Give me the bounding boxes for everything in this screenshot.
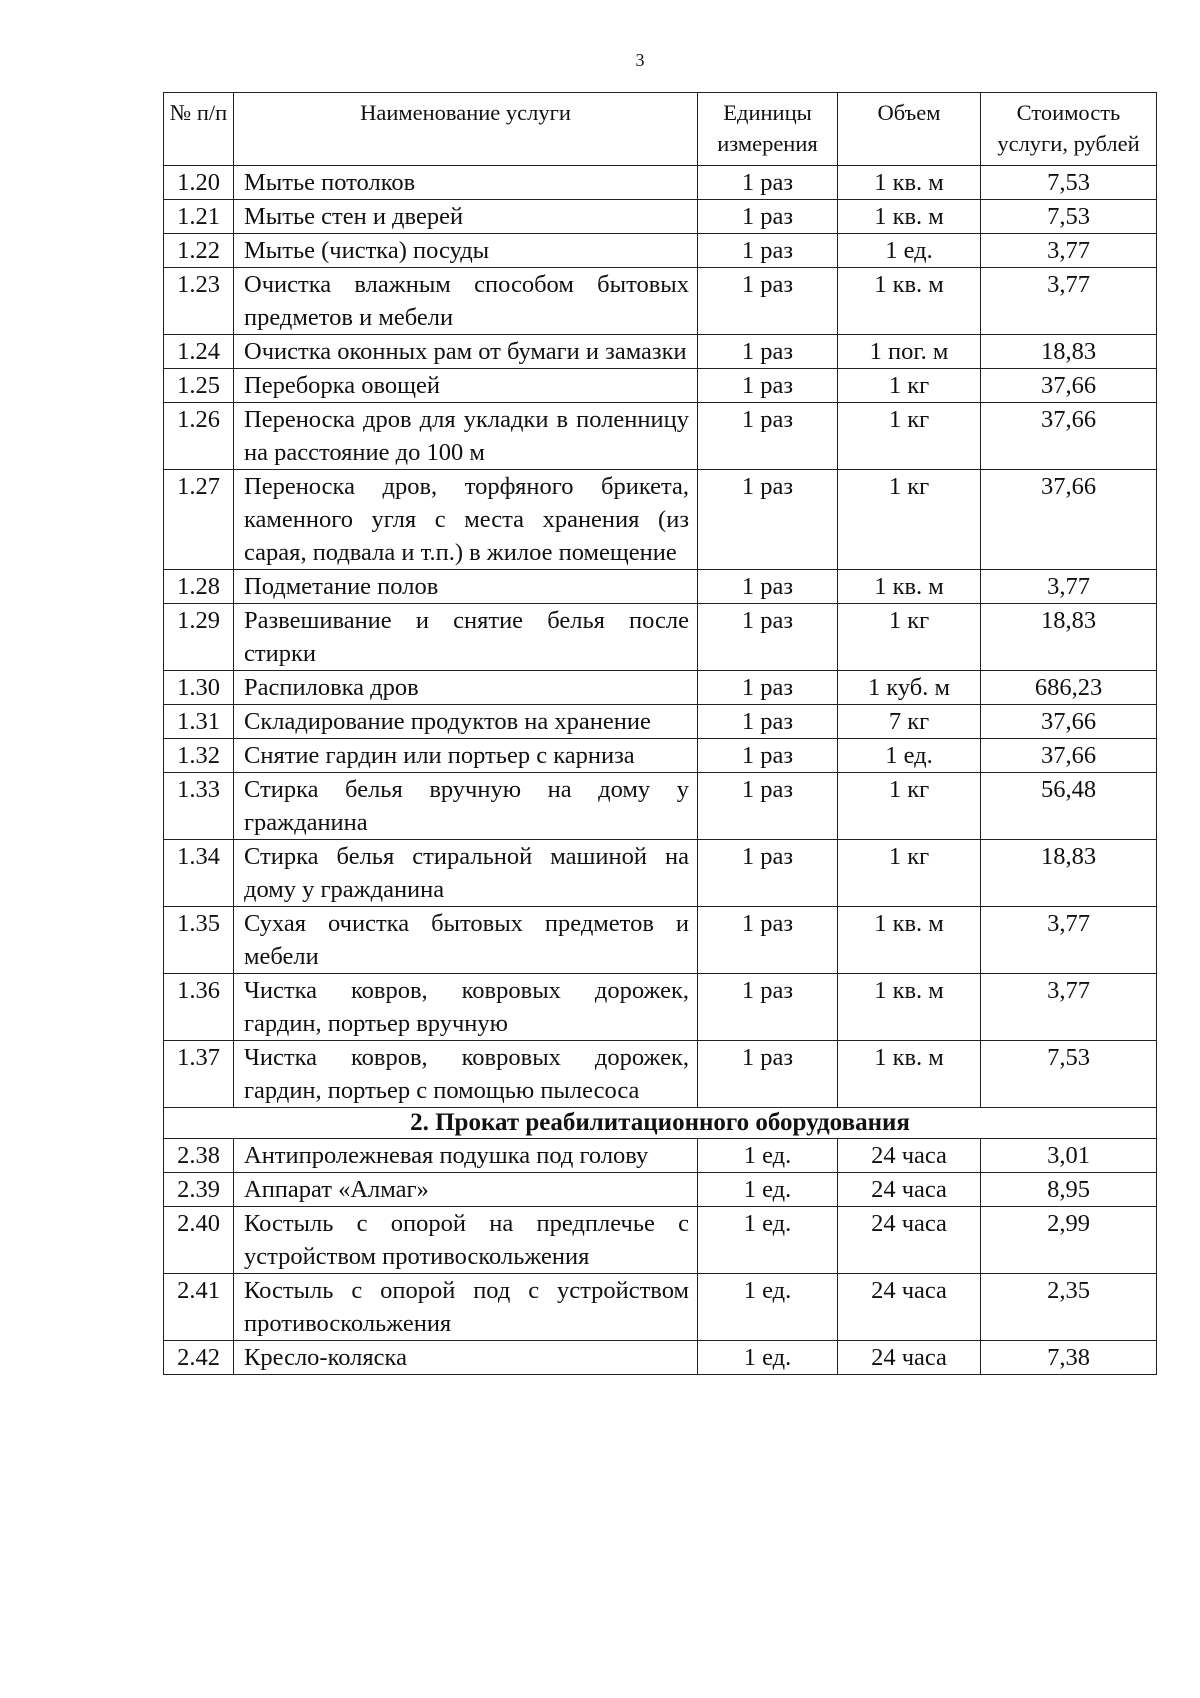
row-price: 3,01 [981, 1139, 1157, 1173]
row-price: 56,48 [981, 773, 1157, 840]
row-volume: 1 ед. [838, 234, 981, 268]
row-num: 1.22 [164, 234, 234, 268]
row-name: Складирование продуктов на хранение [234, 705, 698, 739]
table-row [164, 974, 1157, 1041]
row-unit: 1 раз [698, 200, 838, 234]
row-name: Костыль с опорой на предплечье с устройством противоскольжения [234, 1207, 698, 1274]
table-row [164, 1173, 1157, 1207]
header-price: Стоимость услуги, рублей [981, 93, 1157, 166]
row-num: 2.39 [164, 1173, 234, 1207]
row-unit: 1 раз [698, 840, 838, 907]
row-price: 686,23 [981, 671, 1157, 705]
row-volume: 1 кг [838, 369, 981, 403]
section2-body [164, 1108, 1157, 1375]
row-unit: 1 раз [698, 671, 838, 705]
table-row [164, 1207, 1157, 1274]
row-num: 1.37 [164, 1041, 234, 1108]
table-row [164, 671, 1157, 705]
row-unit: 1 раз [698, 604, 838, 671]
row-name: Снятие гардин или портьер с карниза [234, 739, 698, 773]
row-volume: 1 кв. м [838, 268, 981, 335]
row-volume: 1 кг [838, 470, 981, 570]
row-name: Аппарат «Алмаг» [234, 1173, 698, 1207]
row-volume: 24 часа [838, 1274, 981, 1341]
row-num: 1.28 [164, 570, 234, 604]
row-price: 37,66 [981, 403, 1157, 470]
header-num: № п/п [164, 93, 234, 166]
row-price: 3,77 [981, 570, 1157, 604]
row-price: 37,66 [981, 369, 1157, 403]
row-volume: 1 кг [838, 840, 981, 907]
row-name: Кресло-коляска [234, 1341, 698, 1375]
row-price: 7,53 [981, 200, 1157, 234]
row-volume: 24 часа [838, 1207, 981, 1274]
table-row [164, 369, 1157, 403]
row-name: Стирка белья стиральной машиной на дому у гражданина [234, 840, 698, 907]
row-unit: 1 ед. [698, 1274, 838, 1341]
row-price: 18,83 [981, 604, 1157, 671]
row-volume: 1 пог. м [838, 335, 981, 369]
row-num: 1.32 [164, 739, 234, 773]
row-price: 3,77 [981, 974, 1157, 1041]
row-unit: 1 раз [698, 470, 838, 570]
section-title-row [164, 1108, 1157, 1139]
table-header-row [164, 93, 1157, 166]
row-volume: 1 кв. м [838, 200, 981, 234]
row-name: Развешивание и снятие белья после стирки [234, 604, 698, 671]
row-unit: 1 раз [698, 335, 838, 369]
row-unit: 1 раз [698, 268, 838, 335]
row-num: 1.27 [164, 470, 234, 570]
table-row [164, 234, 1157, 268]
row-name: Мытье (чистка) посуды [234, 234, 698, 268]
row-volume: 1 кв. м [838, 570, 981, 604]
header-unit: Единицы измерения [698, 93, 838, 166]
row-unit: 1 раз [698, 739, 838, 773]
row-num: 2.38 [164, 1139, 234, 1173]
row-price: 18,83 [981, 840, 1157, 907]
row-price: 8,95 [981, 1173, 1157, 1207]
row-num: 2.40 [164, 1207, 234, 1274]
row-unit: 1 раз [698, 234, 838, 268]
row-price: 3,77 [981, 268, 1157, 335]
row-name: Очистка влажным способом бытовых предметов и мебели [234, 268, 698, 335]
row-name: Мытье потолков [234, 166, 698, 200]
table-row [164, 739, 1157, 773]
row-num: 1.30 [164, 671, 234, 705]
row-volume: 1 кв. м [838, 166, 981, 200]
row-name: Подметание полов [234, 570, 698, 604]
section-title: 2. Прокат реабилитационного оборудования [164, 1108, 1157, 1139]
row-num: 1.26 [164, 403, 234, 470]
row-num: 1.33 [164, 773, 234, 840]
row-price: 2,99 [981, 1207, 1157, 1274]
table-row [164, 1041, 1157, 1108]
row-price: 37,66 [981, 705, 1157, 739]
row-num: 1.29 [164, 604, 234, 671]
row-name: Переноска дров для укладки в поленницу на расстояние до 100 м [234, 403, 698, 470]
row-price: 7,38 [981, 1341, 1157, 1375]
row-num: 1.31 [164, 705, 234, 739]
row-price: 7,53 [981, 166, 1157, 200]
row-name: Очистка оконных рам от бумаги и замазки [234, 335, 698, 369]
row-unit: 1 ед. [698, 1207, 838, 1274]
row-volume: 1 кг [838, 403, 981, 470]
row-num: 1.20 [164, 166, 234, 200]
row-volume: 7 кг [838, 705, 981, 739]
table-row [164, 773, 1157, 840]
row-unit: 1 раз [698, 570, 838, 604]
table-row [164, 1139, 1157, 1173]
table-row [164, 1341, 1157, 1375]
header-name: Наименование услуги [234, 93, 698, 166]
row-name: Переноска дров, торфяного брикета, каменного угля с места хранения (из сарая, подвала и т.п.) в жилое помещение [234, 470, 698, 570]
row-num: 2.42 [164, 1341, 234, 1375]
services-table [163, 92, 1157, 1375]
row-unit: 1 раз [698, 166, 838, 200]
row-name: Антипролежневая подушка под голову [234, 1139, 698, 1173]
row-unit: 1 раз [698, 907, 838, 974]
row-price: 7,53 [981, 1041, 1157, 1108]
page-number: 3 [635, 50, 645, 70]
row-volume: 1 кв. м [838, 907, 981, 974]
row-name: Стирка белья вручную на дому у гражданина [234, 773, 698, 840]
row-price: 37,66 [981, 470, 1157, 570]
row-num: 1.24 [164, 335, 234, 369]
row-num: 1.36 [164, 974, 234, 1041]
row-unit: 1 раз [698, 974, 838, 1041]
row-unit: 1 раз [698, 705, 838, 739]
table-row [164, 268, 1157, 335]
row-price: 37,66 [981, 739, 1157, 773]
row-unit: 1 раз [698, 773, 838, 840]
table-row [164, 470, 1157, 570]
row-name: Мытье стен и дверей [234, 200, 698, 234]
row-num: 1.35 [164, 907, 234, 974]
table-row [164, 403, 1157, 470]
row-num: 1.21 [164, 200, 234, 234]
row-price: 2,35 [981, 1274, 1157, 1341]
row-unit: 1 раз [698, 403, 838, 470]
row-unit: 1 ед. [698, 1139, 838, 1173]
row-num: 2.41 [164, 1274, 234, 1341]
row-volume: 1 кв. м [838, 974, 981, 1041]
row-volume: 24 часа [838, 1341, 981, 1375]
row-unit: 1 раз [698, 369, 838, 403]
table-row [164, 200, 1157, 234]
section1-body [164, 166, 1157, 1108]
row-unit: 1 ед. [698, 1173, 838, 1207]
table-row [164, 604, 1157, 671]
table-row [164, 335, 1157, 369]
table-row [164, 907, 1157, 974]
row-price: 3,77 [981, 907, 1157, 974]
row-name: Переборка овощей [234, 369, 698, 403]
row-name: Чистка ковров, ковровых дорожек, гардин, портьер вручную [234, 974, 698, 1041]
table-row [164, 705, 1157, 739]
row-volume: 24 часа [838, 1139, 981, 1173]
row-volume: 1 ед. [838, 739, 981, 773]
row-name: Сухая очистка бытовых предметов и мебели [234, 907, 698, 974]
row-volume: 1 кг [838, 604, 981, 671]
row-volume: 1 кг [838, 773, 981, 840]
row-volume: 24 часа [838, 1173, 981, 1207]
row-volume: 1 кв. м [838, 1041, 981, 1108]
table-row [164, 1274, 1157, 1341]
row-num: 1.34 [164, 840, 234, 907]
row-name: Костыль с опорой под с устройством противоскольжения [234, 1274, 698, 1341]
row-num: 1.25 [164, 369, 234, 403]
row-volume: 1 куб. м [838, 671, 981, 705]
row-price: 3,77 [981, 234, 1157, 268]
row-name: Чистка ковров, ковровых дорожек, гардин, портьер с помощью пылесоса [234, 1041, 698, 1108]
row-unit: 1 раз [698, 1041, 838, 1108]
row-num: 1.23 [164, 268, 234, 335]
row-price: 18,83 [981, 335, 1157, 369]
header-volume: Объем [838, 93, 981, 166]
row-name: Распиловка дров [234, 671, 698, 705]
table-row [164, 570, 1157, 604]
row-unit: 1 ед. [698, 1341, 838, 1375]
table-row [164, 166, 1157, 200]
table-row [164, 840, 1157, 907]
